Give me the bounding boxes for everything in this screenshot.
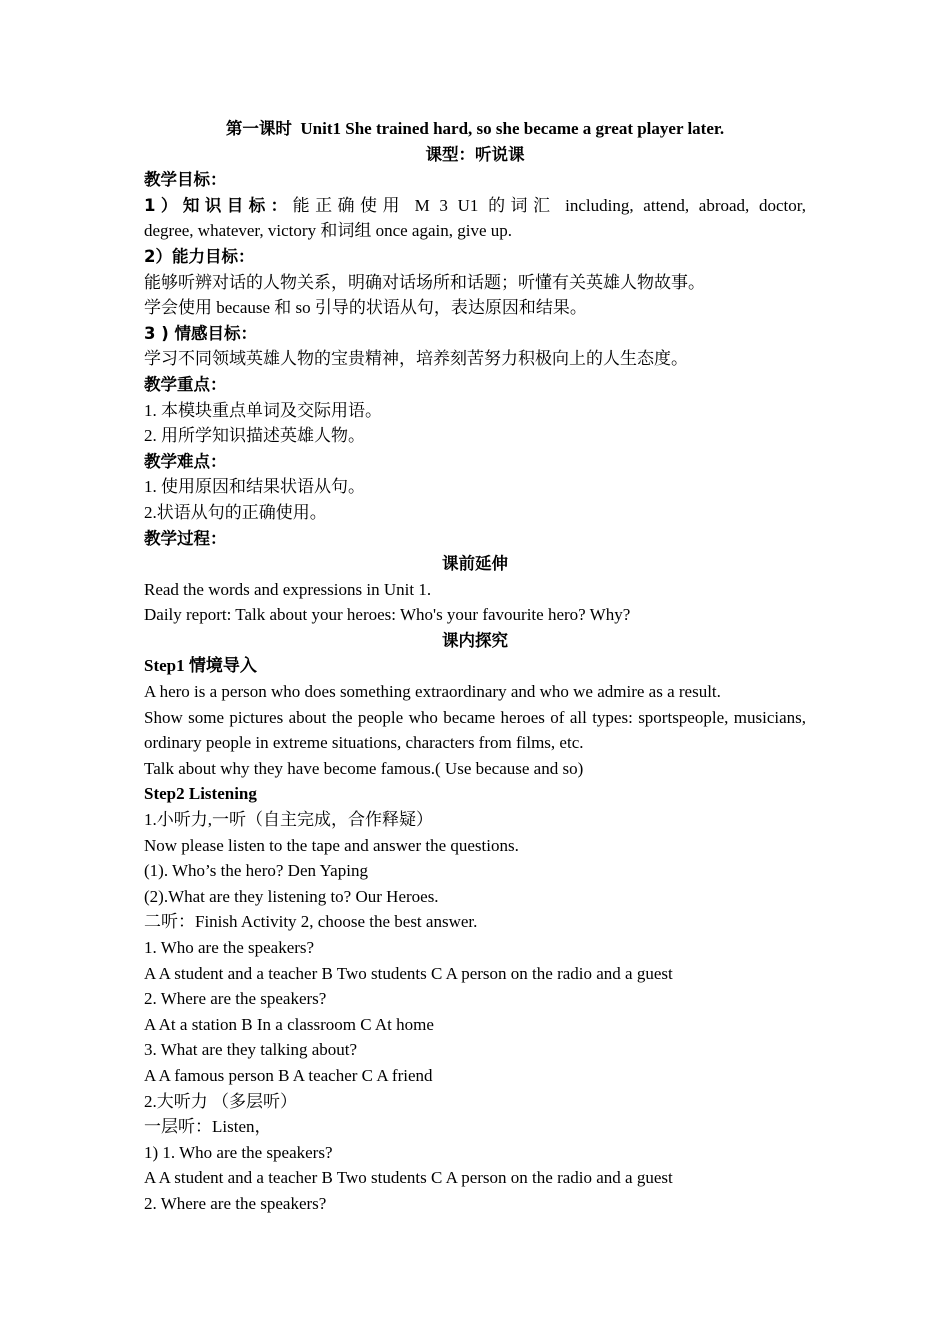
step2-line: 1. Who are the speakers? [144, 938, 315, 957]
step2-line: 1.小听力,一听（自主完成，合作释疑） [144, 810, 433, 830]
step2-line: (1). Who’s the hero? Den Yaping [144, 861, 368, 881]
process-heading: 教学过程： [144, 528, 227, 548]
step2-line: 2. Where are the speakers? [144, 1193, 327, 1213]
step2-line: 2. Where are the speakers? [144, 989, 327, 1009]
knowledge-line2: degree, whatever, victory 和词组 once again, give up. [144, 221, 512, 241]
pre-class-heading: 课前延伸 [442, 554, 508, 574]
document-body [144, 116, 806, 1217]
emotion-label: 3 ) 情感目标： [144, 323, 258, 343]
title-cn: 第一课时 [225, 119, 292, 138]
ability-label: 2）能力目标： [144, 246, 255, 266]
knowledge-label: 1）知识目标： [144, 195, 293, 215]
pre-class-line: Read the words and expressions in Unit 1. [144, 579, 432, 599]
knowledge-objective [144, 193, 806, 219]
ability-line1: 能够听辨对话的人物关系，明确对话场所和话题；听懂有关英雄人物故事。 [144, 272, 705, 292]
ability-line2: 学会使用 because 和 so 引导的状语从句，表达原因和结果。 [144, 298, 587, 318]
pre-class-line: Daily report: Talk about your heroes: Who's your favourite hero? Why? [144, 605, 631, 625]
step1-line: A hero is a person who does something extraordinary and who we admire as a result. [144, 682, 721, 702]
key-point-item: 1. 本模块重点单词及交际用语。 [144, 400, 382, 420]
step2-line: 3. What are they talking about? [144, 1040, 358, 1060]
difficult-point-item: 1. 使用原因和结果状语从句。 [144, 477, 365, 497]
emotion-line1: 学习不同领域英雄人物的宝贵精神，培养刻苦努力积极向上的人生态度。 [144, 349, 688, 369]
step2-line: A At a station B In a classroom C At home [144, 1014, 434, 1034]
title-en: Unit1 She trained hard, so she became a great player later. [300, 119, 725, 138]
step2-line: 1) 1. Who are the speakers? [144, 1142, 333, 1162]
step1-line: Show some pictures about the people who became heroes of all types: sportspeople, musicians, ordinary people in extreme situations, characters from films, etc. [144, 707, 806, 753]
step2-line: A A student and a teacher B Two students C A person on the radio and a guest [144, 963, 673, 983]
step2-line: A A famous person B A teacher C A friend [144, 1065, 433, 1085]
key-points-heading: 教学重点： [144, 374, 227, 394]
document-title [144, 116, 806, 142]
step1-line: Talk about why they have become famous.( Use because and so) [144, 758, 584, 778]
step2-line: 二听：Finish Activity 2, choose the best answer. [144, 912, 478, 932]
step2-line: A A student and a teacher B Two students C A person on the radio and a guest [144, 1168, 673, 1188]
lesson-type: 课型：听说课 [425, 144, 525, 164]
in-class-heading: 课内探究 [442, 630, 508, 650]
step2-line: Now please listen to the tape and answer the questions. [144, 835, 519, 855]
step2-line: 一层听：Listen， [144, 1117, 272, 1137]
difficult-point-item: 2.状语从句的正确使用。 [144, 502, 327, 522]
step2-line: (2).What are they listening to? Our Heroes. [144, 886, 439, 906]
knowledge-line1: 能正确使用 M 3 U1 的词汇 including, attend, abroad, doctor, [292, 195, 806, 215]
key-point-item: 2. 用所学知识描述英雄人物。 [144, 426, 365, 446]
difficult-points-heading: 教学难点： [144, 451, 227, 471]
step2-line: 2.大听力 （多层听） [144, 1091, 297, 1111]
objectives-heading: 教学目标： [144, 170, 227, 190]
step1-heading: Step1 情境导入 [144, 656, 257, 676]
step2-heading: Step2 Listening [144, 784, 257, 804]
